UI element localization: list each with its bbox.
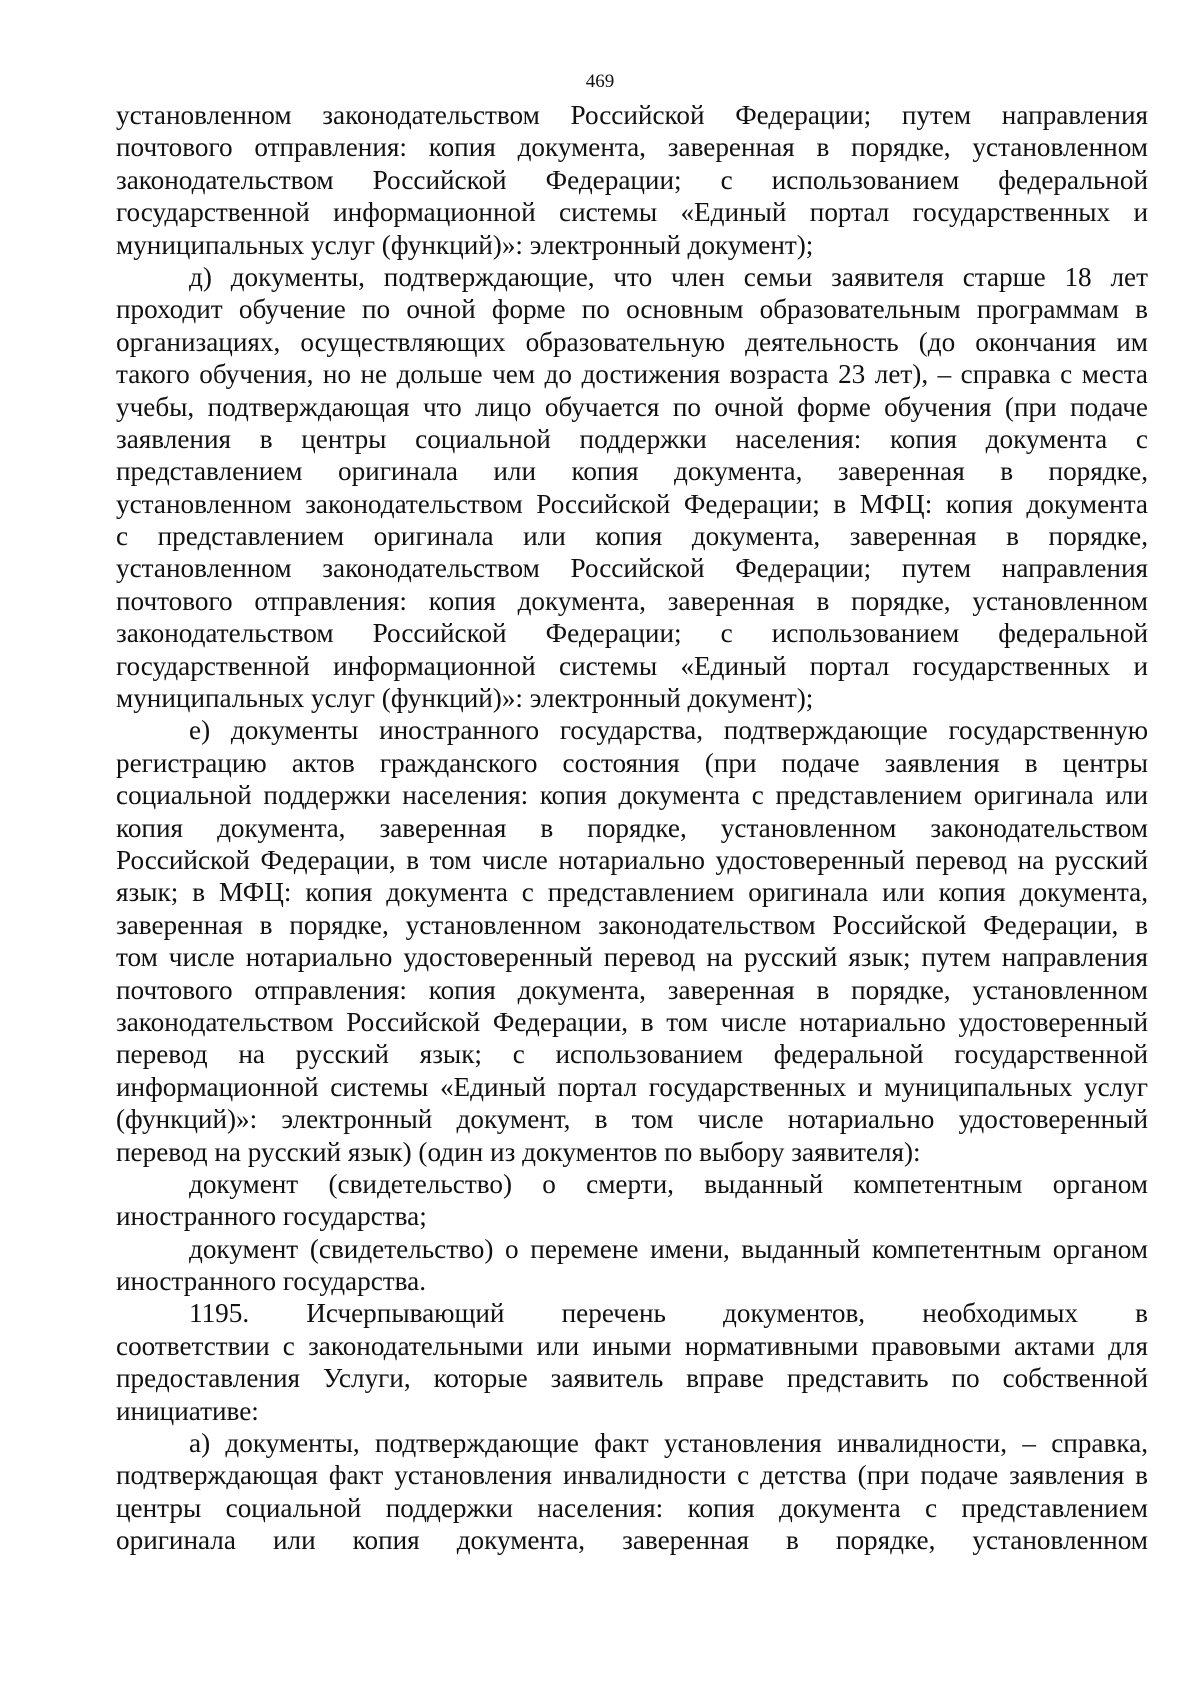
text-line: государственной информационной системы «Единый портал государственных и xyxy=(116,197,1148,228)
text-line: центры социальной поддержки населения: копия документа с представлением xyxy=(116,1492,1148,1523)
text-line: е) документы иностранного государства, подтверждающие государственную xyxy=(189,715,1148,746)
text-line: почтового отправления: копия документа, заверенная в порядке, установленном xyxy=(116,585,1148,616)
text-line: государственной информационной системы «Единый портал государственных и xyxy=(116,650,1148,681)
text-line: заверенная в порядке, установленном законодательством Российской Федерации, в xyxy=(116,909,1148,940)
text-line: такого обучения, но не дольше чем до достижения возраста 23 лет), – справка с места xyxy=(116,359,1148,390)
text-line: законодательством Российской Федерации; с использованием федеральной xyxy=(116,164,1148,195)
text-line: законодательством Российской Федерации, в том числе нотариально удостоверенный xyxy=(116,1006,1148,1037)
text-line: документ (свидетельство) о смерти, выданный компетентным органом xyxy=(189,1168,1148,1199)
text-line: муниципальных услуг (функций)»: электронный документ); xyxy=(116,229,814,260)
text-line: информационной системы «Единый портал государственных и муниципальных услуг xyxy=(116,1071,1148,1102)
text-line: установленном законодательством Российской Федерации; путем направления xyxy=(116,100,1148,130)
page-number: 469 xyxy=(585,71,615,92)
text-line: Российской Федерации, в том числе нотариально удостоверенный перевод на русский xyxy=(116,844,1148,875)
text-line: проходит обучение по очной форме по основным образовательным программам в xyxy=(116,294,1148,325)
text-line: регистрацию актов гражданского состояния (при подаче заявления в центры xyxy=(116,747,1148,778)
text-line: иностранного государства. xyxy=(116,1266,426,1297)
text-line: (функций)»: электронный документ, в том числе нотариально удостоверенный xyxy=(116,1104,1148,1135)
text-line: том числе нотариально удостоверенный перевод на русский язык; путем направления xyxy=(116,942,1148,973)
text-line: перевод на русский язык; с использованием федеральной государственной xyxy=(116,1039,1148,1070)
text-line: соответствии с законодательными или иными нормативными правовыми актами для xyxy=(116,1330,1148,1361)
body-text xyxy=(116,99,1148,1557)
text-line: заявления в центры социальной поддержки населения: копия документа с xyxy=(116,423,1148,454)
text-line: а) документы, подтверждающие факт установления инвалидности, – справка, xyxy=(189,1428,1148,1459)
text-line: копия документа, заверенная в порядке, установленном законодательством xyxy=(116,812,1148,843)
text-line: подтверждающая факт установления инвалидности с детства (при подаче заявления в xyxy=(116,1460,1148,1491)
text-line: инициативе: xyxy=(116,1395,259,1426)
text-line: учебы, подтверждающая что лицо обучается по очной форме обучения (при подаче xyxy=(116,391,1148,422)
text-line: почтового отправления: копия документа, заверенная в порядке, установленном xyxy=(116,132,1148,163)
text-line: муниципальных услуг (функций)»: электронный документ); xyxy=(116,683,814,714)
text-line: предоставления Услуги, которые заявитель вправе представить по собственной xyxy=(116,1363,1148,1394)
text-line: оригинала или копия документа, заверенная в порядке, установленном xyxy=(116,1525,1148,1556)
text-line: установленном законодательством Российской Федерации; в МФЦ: копия документа xyxy=(116,488,1148,519)
text-line: язык; в МФЦ: копия документа с представлением оригинала или копия документа, xyxy=(116,877,1148,908)
text-line: перевод на русский язык) (один из документов по выбору заявителя): xyxy=(116,1136,921,1167)
text-line: с представлением оригинала или копия документа, заверенная в порядке, xyxy=(116,521,1148,552)
text-line: социальной поддержки населения: копия документа с представлением оригинала или xyxy=(116,780,1148,811)
text-line: законодательством Российской Федерации; с использованием федеральной xyxy=(116,618,1148,649)
text-line: представлением оригинала или копия документа, заверенная в порядке, xyxy=(116,456,1148,487)
text-line: д) документы, подтверждающие, что член семьи заявителя старше 18 лет xyxy=(189,261,1148,292)
text-line: 1195. Исчерпывающий перечень документов, необходимых в xyxy=(189,1298,1148,1329)
text-line: организациях, осуществляющих образовательную деятельность (до окончания им xyxy=(116,326,1148,357)
text-line: документ (свидетельство) о перемене имени, выданный компетентным органом xyxy=(189,1233,1148,1264)
text-line: установленном законодательством Российской Федерации; путем направления xyxy=(116,553,1148,584)
text-line: иностранного государства; xyxy=(116,1201,427,1232)
text-line: почтового отправления: копия документа, заверенная в порядке, установленном xyxy=(116,974,1148,1005)
